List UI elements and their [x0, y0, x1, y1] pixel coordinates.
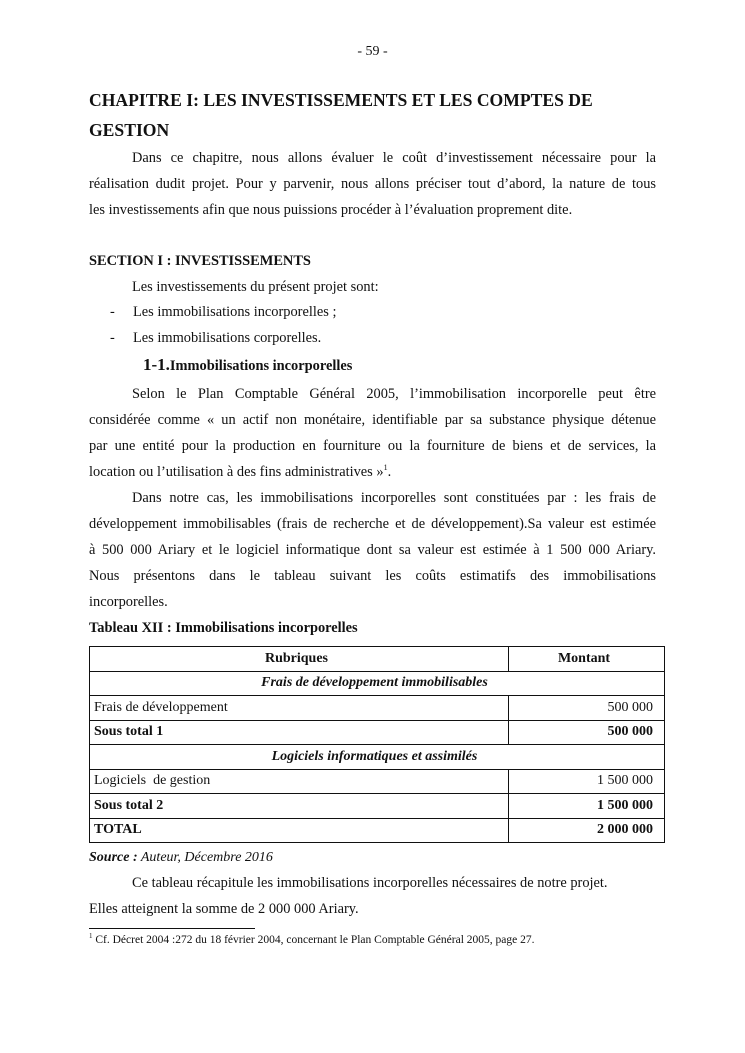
immobilisations-table — [89, 646, 665, 843]
subtotal-amount: 1 500 000 — [509, 794, 665, 819]
para2-line-3: à 500 000 Ariary et le logiciel informatique dont sa valeur est estimée à 1 500 000 Ariary. — [89, 542, 656, 558]
intro-line-3: les investissements afin que nous puissions procéder à l’évaluation proprement dite. — [89, 202, 573, 218]
group-title-row — [90, 671, 665, 696]
header-rubriques: Rubriques — [90, 647, 509, 672]
footnote-marker: 1 — [89, 932, 93, 941]
bullet-text: Les immobilisations incorporelles ; — [133, 304, 337, 320]
header-montant: Montant — [509, 647, 665, 672]
chapter-title-line-2: GESTION — [89, 120, 170, 140]
para1-line-1: Selon le Plan Comptable Général 2005, l’immobilisation incorporelle peut être — [132, 386, 656, 402]
table-header-row — [90, 647, 665, 672]
footnote-reference[interactable]: 1 — [383, 463, 388, 473]
group-title: Frais de développement immobilisables — [90, 671, 665, 696]
subtotal-amount: 500 000 — [509, 720, 665, 745]
table-caption: Tableau XII : Immobilisations incorporelles — [89, 620, 358, 636]
footnote-separator — [89, 928, 255, 929]
subsection-number: 1-1. — [143, 355, 170, 374]
page-number: - 59 - — [357, 44, 388, 59]
bullet-item-1 — [110, 299, 336, 325]
table-row — [90, 769, 665, 794]
para2-line-4: Nous présentons dans le tableau suivant les coûts estimatifs des immobilisations — [89, 568, 656, 584]
intro-line-1: Dans ce chapitre, nous allons évaluer le coût d’investissement nécessaire pour la — [132, 150, 656, 166]
chapter-title-line-1: CHAPITRE I: LES INVESTISSEMENTS ET LES COMPTES DE — [89, 90, 593, 110]
bullet-text: Les immobilisations corporelles. — [133, 330, 322, 346]
chapter-title — [89, 85, 669, 145]
footnote — [89, 934, 534, 946]
footnote-text: Cf. Décret 2004 :272 du 18 février 2004, concernant le Plan Comptable Général 2005, page 27. — [92, 934, 535, 946]
intro-line-2: réalisation dudit projet. Pour y parvenir, nous allons préciser tout d’abord, la nature de tous — [89, 176, 656, 192]
para2-line-5: incorporelles. — [89, 594, 168, 610]
total-label: TOTAL — [90, 818, 509, 843]
group-title-row — [90, 745, 665, 770]
total-amount: 2 000 000 — [509, 818, 665, 843]
row-label: Logiciels de gestion — [90, 769, 509, 794]
section-lead: Les investissements du présent projet sont: — [132, 279, 379, 295]
total-row — [90, 818, 665, 843]
subsection-heading — [143, 355, 352, 375]
bullet-dash: - — [110, 304, 115, 320]
para1-line-4-text: location ou l’utilisation à des fins administratives » — [89, 464, 384, 480]
para1-line-3: par une entité pour la production en fourniture ou la fourniture de biens et de services, la — [89, 438, 656, 454]
subtotal-label: Sous total 1 — [90, 720, 509, 745]
group-title: Logiciels informatiques et assimilés — [90, 745, 665, 770]
source-label: Source : — [89, 850, 138, 865]
bullet-dash: - — [110, 330, 115, 346]
para1-line-4 — [89, 459, 656, 485]
source-text: Auteur, Décembre 2016 — [137, 850, 273, 865]
subtotal-label: Sous total 2 — [90, 794, 509, 819]
section-title: SECTION I : INVESTISSEMENTS — [89, 253, 311, 269]
para2-line-2: développement immobilisables (frais de recherche et de développement).Sa valeur est estimée — [89, 516, 656, 532]
subsection-title: Immobilisations incorporelles — [169, 358, 353, 374]
subtotal-row — [90, 720, 665, 745]
bullet-item-2 — [110, 325, 321, 351]
table-row — [90, 696, 665, 721]
para1-line-2: considérée comme « un actif non monétaire, identifiable par sa substance physique détenue — [89, 412, 656, 428]
row-amount: 500 000 — [509, 696, 665, 721]
table-source — [89, 850, 273, 866]
subtotal-row — [90, 794, 665, 819]
conclusion-line-1: Ce tableau récapitule les immobilisations incorporelles nécessaires de notre projet. — [132, 875, 608, 891]
row-label: Frais de développement — [90, 696, 509, 721]
row-amount: 1 500 000 — [509, 769, 665, 794]
para1-end-punct: . — [387, 464, 392, 480]
para2-line-1: Dans notre cas, les immobilisations incorporelles sont constituées par : les frais de — [132, 490, 656, 506]
conclusion-line-2: Elles atteignent la somme de 2 000 000 Ariary. — [89, 901, 359, 917]
